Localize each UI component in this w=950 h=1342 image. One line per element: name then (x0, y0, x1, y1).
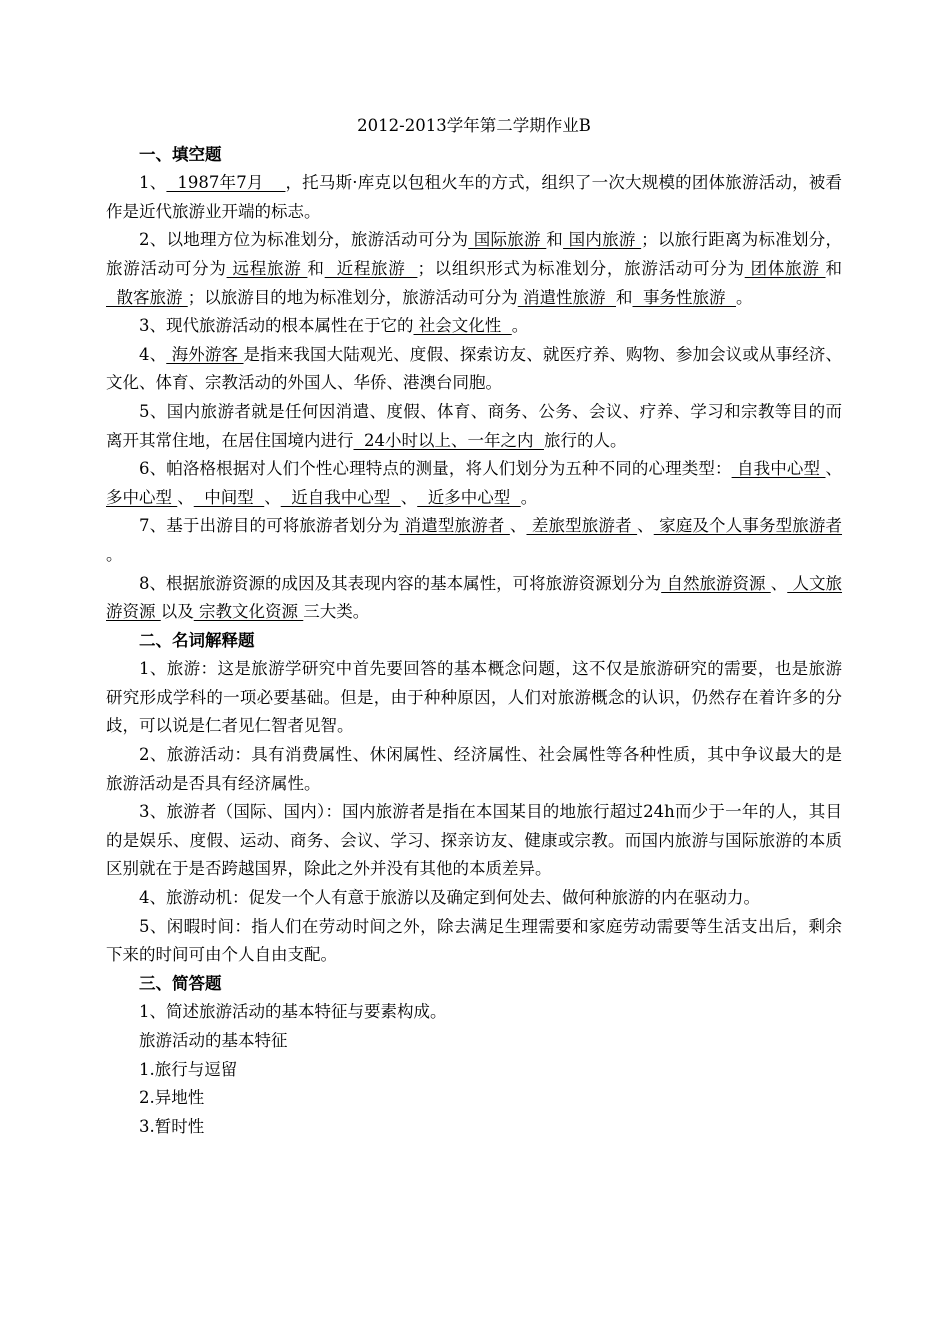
section-heading-short-answer: 三、简答题 (139, 973, 222, 993)
question-text: 旅行的人。 (543, 430, 627, 450)
question-1 (106, 169, 842, 226)
question-7 (106, 512, 842, 569)
question-text: ；以旅游目的地为标准划分，旅游活动可分为 (187, 287, 518, 307)
answer-blank: 宗教文化资源 (193, 602, 304, 622)
question-text: ；以旅行距离为标准划分，旅游活动可分为 (106, 230, 843, 278)
question-text: 7、基于出游目的可将旅游者划分为 (139, 516, 400, 536)
definition-3: 3、旅游者（国际、国内）：国内旅游者是指在本国某目的地旅行超过24h而少于一年的人，其目的是娱乐、度假、运动、商务、会议、学习、探亲访友、健康或宗教。而国内旅游与国际旅游的本质区别就在于是否跨越国界，除此之外并没有其他的本质差异。 (106, 802, 842, 879)
question-text: 和 (616, 287, 633, 307)
answer-blank: 消遣性旅游 (517, 287, 616, 307)
answer-blank: 中间型 (193, 487, 265, 507)
answer-blank: 1987年7月 (166, 173, 286, 193)
question-text: 。 (520, 487, 538, 507)
question-text: 、 (637, 516, 654, 536)
question-3 (106, 312, 842, 341)
question-text: 3、现代旅游活动的根本属性在于它的 (139, 316, 414, 336)
answer-blank: 团体旅游 (744, 258, 826, 278)
question-text: 、 (264, 487, 281, 507)
answer-blank: 家庭及个人事务型旅游者 (653, 516, 843, 536)
answer-blank: 国际旅游 (468, 230, 547, 250)
question-text: 和 (307, 258, 325, 278)
question-text: 2、以地理方位为标准划分，旅游活动可分为 (139, 230, 469, 250)
question-text: 、 (770, 573, 788, 593)
answer-blank: 事务性旅游 (632, 287, 736, 307)
definition-5: 5、闲暇时间：指人们在劳动时间之外，除去满足生理需要和家庭劳动需要等生活支出后，剩余下来的时间可由个人自由支配。 (106, 916, 842, 965)
question-5 (106, 398, 842, 455)
answer-blank: 自然旅游资源 (661, 573, 771, 593)
question-text: 、 (825, 459, 842, 479)
answer-blank: 差旅型旅游者 (526, 516, 638, 536)
answer-blank: 人文旅游资源 (106, 573, 843, 622)
question-text: 、 (400, 487, 418, 507)
question-text: 。 (511, 316, 529, 336)
document-page (106, 112, 842, 1141)
list-item: 3.暂时性 (139, 1116, 205, 1136)
question-text: 4、 (139, 344, 167, 364)
answer-blank: 散客旅游 (106, 287, 188, 307)
list-item: 2.异地性 (139, 1088, 205, 1108)
question-text: ；以组织形式为标准划分，旅游活动可分为 (417, 258, 745, 278)
question-text: 以及 (160, 602, 194, 622)
question-6 (106, 455, 842, 512)
answer-blank: 海外游客 (166, 344, 244, 364)
question-text: 、 (509, 516, 527, 536)
answer-blank: 远程旅游 (226, 258, 308, 278)
question-text: 。 (735, 287, 753, 307)
question-8 (106, 570, 842, 627)
definition-1: 1、旅游：这是旅游学研究中首先要回答的基本概念问题，这不仅是旅游研究的需要，也是旅游研究形成学科的一项必要基础。但是，由于种种原因，人们对旅游概念的认识，仍然存在着许多的分歧，可以说是仁者见仁智者见智。 (106, 659, 842, 736)
definition-4: 4、旅游动机：促发一个人有意于旅游以及确定到何处去、做何种旅游的内在驱动力。 (139, 888, 760, 908)
short-answer-subheading: 旅游活动的基本特征 (139, 1031, 288, 1050)
question-text: 和 (546, 230, 564, 250)
question-text: 1、 (139, 173, 167, 193)
question-text: 和 (825, 258, 843, 278)
question-text: 6、帕洛格根据对人们个性心理特点的测量，将人们划分为五种不同的心理类型： (139, 459, 732, 479)
question-4 (106, 341, 842, 398)
answer-blank: 多中心型 (106, 487, 178, 507)
answer-blank: 消遣型旅游者 (399, 516, 510, 536)
question-text: 三大类。 (303, 602, 370, 622)
section-heading-fill-blank: 一、填空题 (139, 144, 222, 164)
definition-2: 2、旅游活动：具有消费属性、休闲属性、经济属性、社会属性等各种性质，其中争议最大的是旅游活动是否具有经济属性。 (106, 745, 842, 793)
question-2 (106, 226, 842, 312)
short-answer-question-1: 1、简述旅游活动的基本特征与要素构成。 (139, 1002, 447, 1022)
document-title: 2012-2013学年第二学期作业B (357, 116, 591, 135)
section-heading-definitions: 二、名词解释题 (139, 630, 255, 650)
question-text: 、 (177, 487, 194, 507)
answer-blank: 近自我中心型 (280, 487, 401, 507)
answer-blank: 社会文化性 (413, 316, 512, 336)
list-item: 1.旅行与逗留 (139, 1059, 238, 1079)
question-text: ，托马斯·库克以包租火车的方式，组织了一次大规模的团体旅游活动，被看作是近代旅游业开端的标志。 (106, 173, 843, 221)
answer-blank: 24小时以上、一年之内 (353, 430, 544, 450)
answer-blank: 国内旅游 (563, 230, 642, 250)
question-text: 。 (106, 544, 123, 564)
answer-blank: 近程旅游 (324, 258, 418, 278)
answer-blank: 近多中心型 (417, 487, 521, 507)
question-text: 是指来我国大陆观光、度假、探索访友、就医疗养、购物、参加会议或从事经济、文化、体育、宗教活动的外国人、华侨、港澳台同胞。 (106, 344, 843, 393)
question-text: 5、国内旅游者就是任何因消遣、度假、体育、商务、公务、会议、疗养、学习和宗教等目的而离开其常住地，在居住国境内进行 (106, 401, 842, 450)
question-text: 8、根据旅游资源的成因及其表现内容的基本属性，可将旅游资源划分为 (139, 573, 662, 593)
answer-blank: 自我中心型 (731, 459, 826, 479)
